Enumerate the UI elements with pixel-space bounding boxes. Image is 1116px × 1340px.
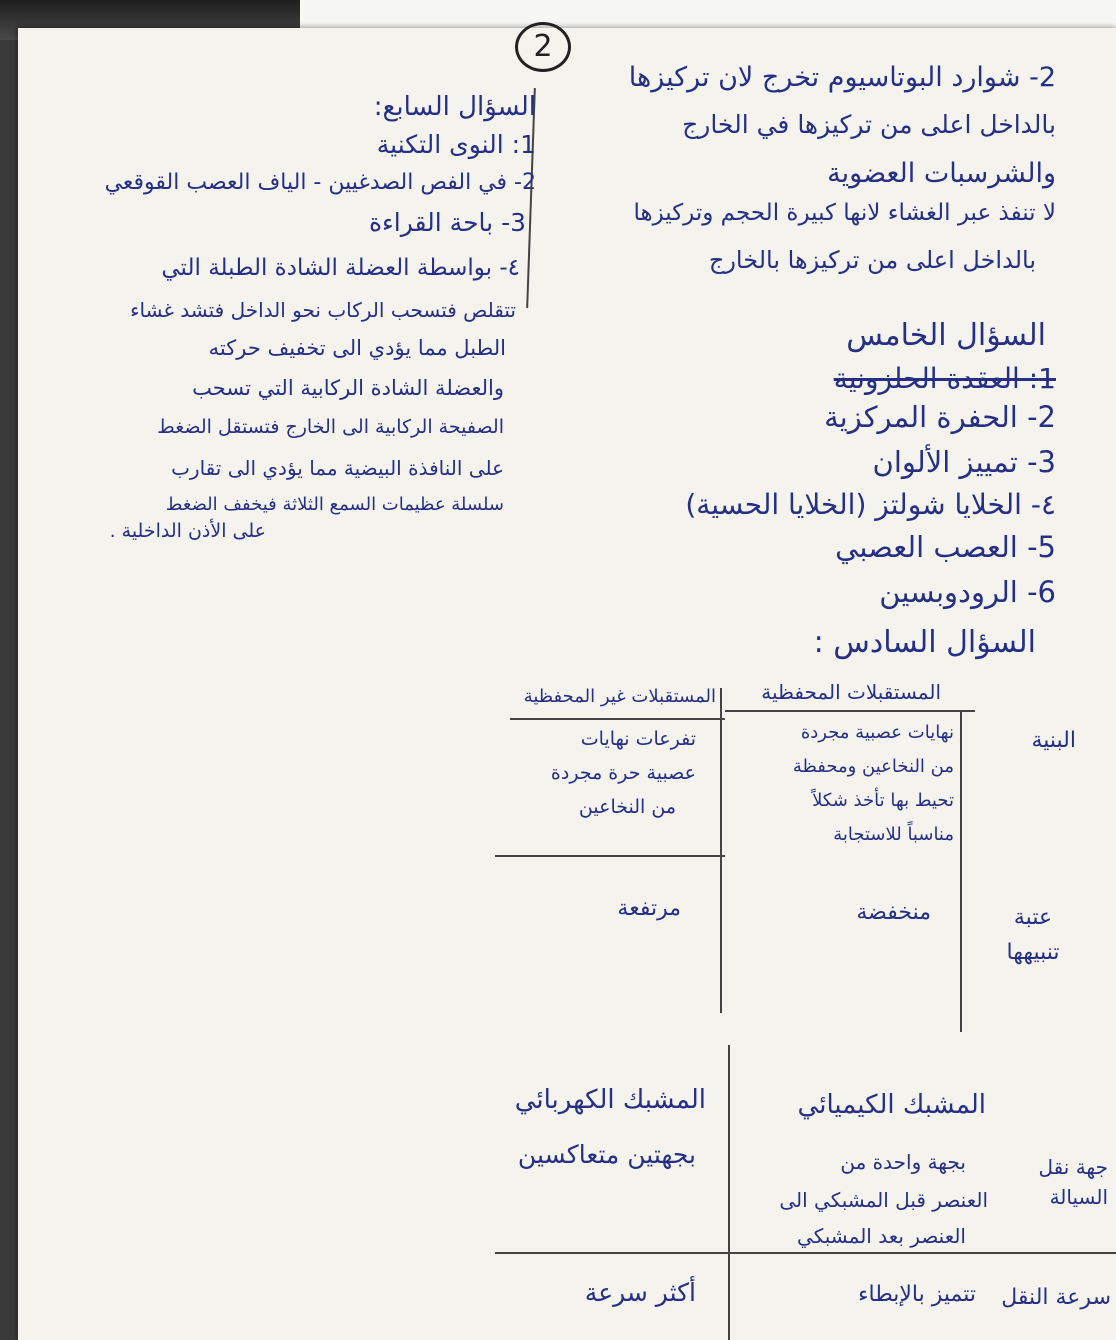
table-cell: العنصر قبل المشبكي الى bbox=[779, 1188, 988, 1212]
q5-item: ٤- الخلايا شولتز (الخلايا الحسية) bbox=[685, 488, 1056, 521]
q5-item: 3- تمييز الألوان bbox=[872, 445, 1056, 479]
q5-item: 6- الرودوبسين bbox=[879, 575, 1056, 609]
row-label: البنية bbox=[1031, 728, 1076, 753]
table-cell: تتميز بالإبطاء bbox=[858, 1282, 976, 1307]
q5-item: 2- الحفرة المركزية bbox=[824, 400, 1056, 434]
answer-line: الطبل مما يؤدي الى تخفيف حركته bbox=[208, 336, 506, 360]
photo-background-sheet bbox=[300, 0, 1116, 28]
answer-line: على الأذن الداخلية . bbox=[109, 520, 266, 542]
table-cell: أكثر سرعة bbox=[584, 1278, 696, 1307]
table-rule bbox=[495, 855, 725, 857]
answer-line: 2- في الفص الصدغيين - الياف العصب القوقعي bbox=[104, 170, 536, 195]
table-cell: مناسباً للاستجابة bbox=[833, 824, 954, 845]
table-cell: تحيط بها تأخذ شكلاً bbox=[812, 790, 954, 811]
row-label: سرعة النقل bbox=[1001, 1285, 1111, 1310]
answer-line: 3- باحة القراءة bbox=[368, 208, 526, 237]
table-header: المشبك الكهربائي bbox=[514, 1085, 706, 1115]
answer-line: ٤- بواسطة العضلة الشادة الطبلة التي bbox=[161, 255, 520, 281]
table-header: المستقبلات المحفظية bbox=[761, 680, 941, 704]
answer-line: بالداخل اعلى من تركيزها بالخارج bbox=[708, 246, 1036, 274]
table-cell: مرتفعة bbox=[617, 896, 681, 921]
table-rule bbox=[720, 688, 722, 1013]
table-rule bbox=[510, 718, 725, 720]
answer-line: والعضلة الشادة الركابية التي تسحب bbox=[192, 376, 504, 400]
table-rule bbox=[960, 712, 962, 1032]
table-cell: من النخاعين ومحفظة bbox=[792, 756, 954, 777]
table-rule bbox=[725, 710, 975, 712]
table-cell: تفرعات نهايات bbox=[580, 728, 696, 750]
answer-line: تتقلص فتسحب الركاب نحو الداخل فتشد غشاء bbox=[130, 298, 516, 322]
answer-line: الصفيحة الركابية الى الخارج فتستقل الضغط bbox=[157, 416, 504, 438]
table-header: المشبك الكيميائي bbox=[797, 1090, 986, 1120]
table-cell: من النخاعين bbox=[578, 796, 676, 818]
question-7-title: السؤال السابع: bbox=[373, 92, 536, 122]
table-cell: عصبية حرة مجردة bbox=[550, 762, 696, 784]
table-rule bbox=[495, 1252, 1116, 1254]
answer-line: 2- شوارد البوتاسيوم تخرج لان تركيزها bbox=[628, 62, 1056, 93]
table-cell: نهايات عصبية مجردة bbox=[800, 722, 954, 743]
table-rule bbox=[728, 1045, 730, 1340]
page-number: 2 bbox=[515, 22, 571, 72]
row-label: جهة نقل السيالة bbox=[1038, 1155, 1108, 1209]
answer-line: والشرسبات العضوية bbox=[827, 158, 1056, 189]
table-cell: بجهتين متعاكسين bbox=[517, 1140, 696, 1169]
question-6-title: السؤال السادس : bbox=[813, 625, 1036, 660]
row-label: عتبة تنبيهها bbox=[1006, 905, 1060, 966]
answer-line: بالداخل اعلى من تركيزها في الخارج bbox=[682, 110, 1056, 139]
q5-item: 1: العقدة الحلزونية bbox=[833, 362, 1056, 395]
answer-line: على النافذة البيضية مما يؤدي الى تقارب bbox=[171, 456, 504, 480]
table-header: المستقبلات غير المحفظية bbox=[523, 686, 716, 707]
question-5-title: السؤال الخامس bbox=[846, 318, 1046, 353]
answer-line: لا تنفذ عبر الغشاء لانها كبيرة الحجم وتركيزها bbox=[633, 200, 1056, 226]
answer-line: 1: النوى التكنية bbox=[376, 130, 536, 159]
q5-item: 5- العصب العصبي bbox=[835, 530, 1056, 564]
answer-line: سلسلة عظيمات السمع الثلاثة فيخفف الضغط bbox=[165, 494, 504, 515]
table-cell: منخفضة bbox=[856, 900, 931, 925]
table-cell: بجهة واحدة من bbox=[840, 1150, 966, 1174]
table-cell: العنصر بعد المشبكي bbox=[797, 1224, 966, 1248]
